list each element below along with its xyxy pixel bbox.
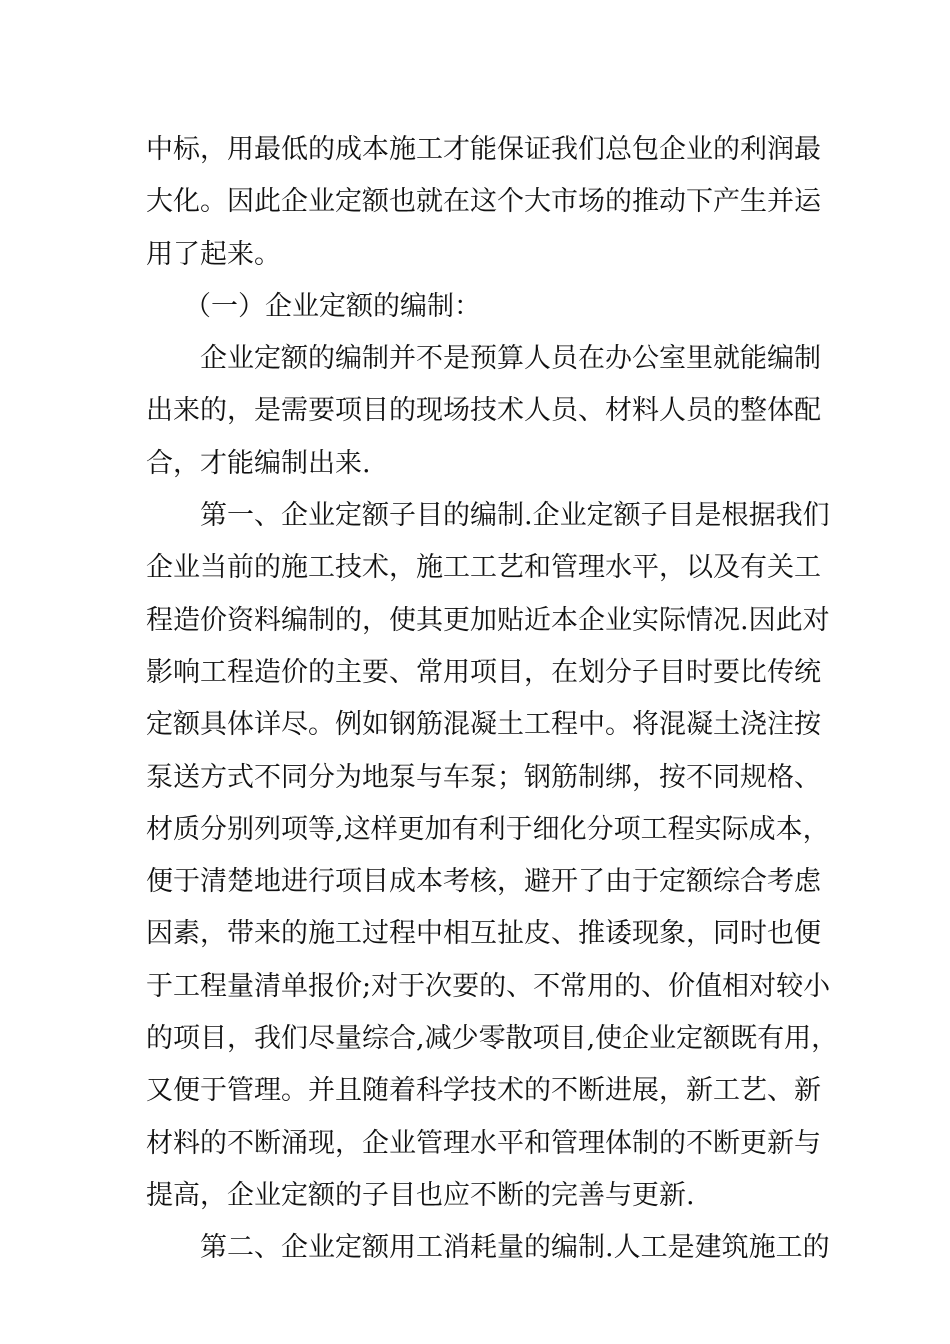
text-line: 影响工程造价的主要、常用项目，在划分子目时要比传统 [146, 656, 821, 688]
text-line: 于工程量清单报价;对于次要的、不常用的、价值相对较小 [146, 970, 831, 1002]
text-line: 出来的，是需要项目的现场技术人员、材料人员的整体配 [146, 395, 821, 427]
text-line: 的项目，我们尽量综合,减少零散项目,使企业定额既有用， [146, 1023, 839, 1055]
text-line: 企业定额的编制并不是预算人员在办公室里就能编制 [200, 343, 821, 375]
text-line: 材料的不断涌现，企业管理水平和管理体制的不断更新与 [146, 1127, 821, 1159]
text-line: 大化。因此企业定额也就在这个大市场的推动下产生并运 [146, 186, 821, 218]
section-heading: （一）企业定额的编制： [184, 290, 481, 322]
text-line: 第一、企业定额子目的编制.企业定额子目是根据我们 [200, 500, 830, 532]
text-line: 中标，用最低的成本施工才能保证我们总包企业的利润最 [146, 134, 821, 165]
text-line: 又便于管理。并且随着科学技术的不断进展，新工艺、新 [146, 1075, 821, 1107]
text-line: 定额具体详尽。例如钢筋混凝土工程中。将混凝土浇注按 [146, 709, 821, 741]
text-line: 材质分别列项等,这样更加有利于细化分项工程实际成本， [146, 813, 830, 845]
text-line: 合，才能编制出来. [146, 447, 371, 479]
text-line: 程造价资料编制的，使其更加贴近本企业实际情况.因此对 [146, 604, 830, 636]
text-line: 因素，带来的施工过程中相互扯皮、推诿现象，同时也便 [146, 918, 821, 950]
body-text [146, 124, 839, 1275]
text-line: 第二、企业定额用工消耗量的编制.人工是建筑施工的 [200, 1232, 830, 1264]
text-line: 企业当前的施工技术，施工工艺和管理水平，以及有关工 [146, 552, 821, 584]
text-line: 提高，企业定额的子目也应不断的完善与更新. [146, 1179, 695, 1211]
text-line: 泵送方式不同分为地泵与车泵；钢筋制绑，按不同规格、 [146, 761, 821, 793]
text-line: 用了起来。 [146, 238, 281, 270]
text-line: 便于清楚地进行项目成本考核，避开了由于定额综合考虑 [146, 866, 821, 898]
